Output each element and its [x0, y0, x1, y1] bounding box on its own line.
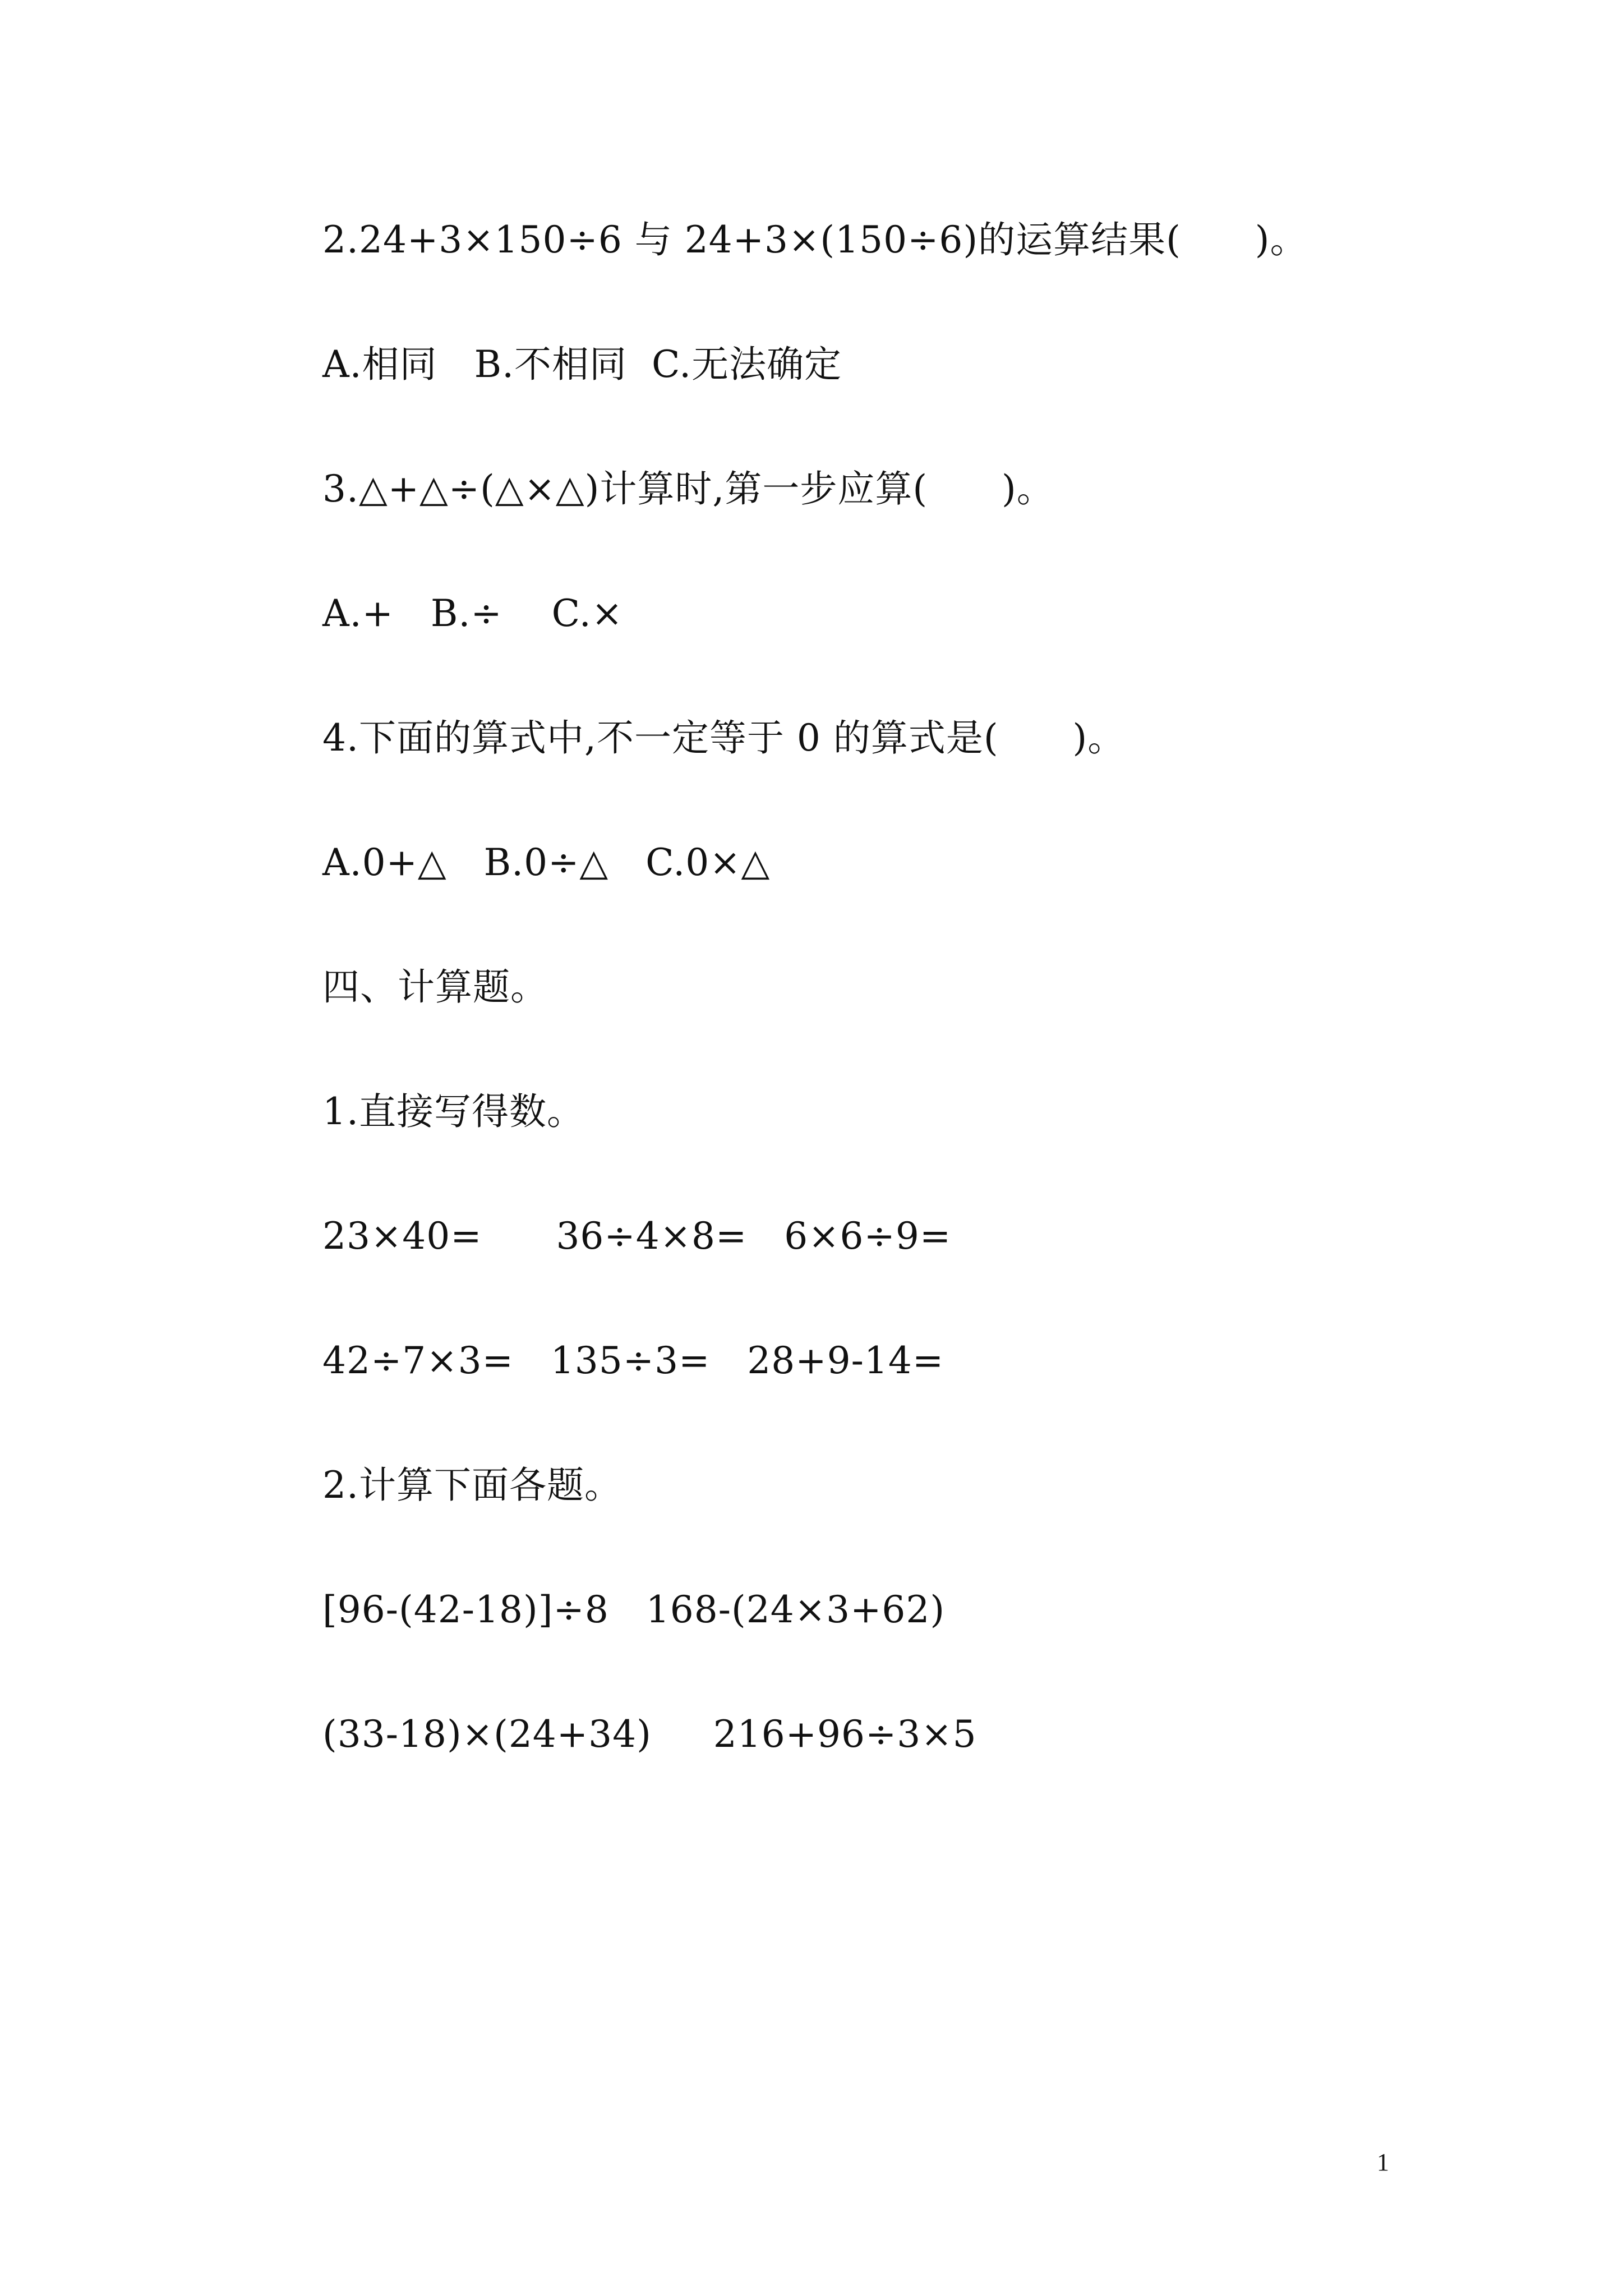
- question-3-options: A.+ B.÷ C.×: [322, 592, 624, 635]
- sub-question-1-heading: 1.直接写得数。: [322, 1090, 584, 1133]
- calculation-row-2: (33-18)×(24+34) 216+96÷3×5: [322, 1713, 977, 1756]
- question-4-options: A.0+△ B.0÷△ C.0×△: [322, 841, 771, 884]
- calculation-row-1: [96-(42-18)]÷8 168-(24×3+62): [322, 1588, 946, 1631]
- question-3-text: 3.△+△÷(△×△)计算时,第一步应算( )。: [322, 467, 1054, 510]
- sub-question-2-heading: 2.计算下面各题。: [322, 1464, 622, 1507]
- question-2-text: 2.24+3×150÷6 与 24+3×(150÷6)的运算结果( )。: [322, 218, 1308, 261]
- mental-math-row-2: 42÷7×3= 135÷3= 28+9-14=: [322, 1339, 944, 1382]
- section-4-heading: 四、计算题。: [322, 965, 548, 1009]
- question-4-text: 4.下面的算式中,不一定等于 0 的算式是( )。: [322, 716, 1126, 760]
- page-number: 1: [1377, 2148, 1389, 2176]
- mental-math-row-1: 23×40= 36÷4×8= 6×6÷9=: [322, 1214, 952, 1258]
- question-2-options: A.相同 B.不相同 C.无法确定: [322, 343, 842, 386]
